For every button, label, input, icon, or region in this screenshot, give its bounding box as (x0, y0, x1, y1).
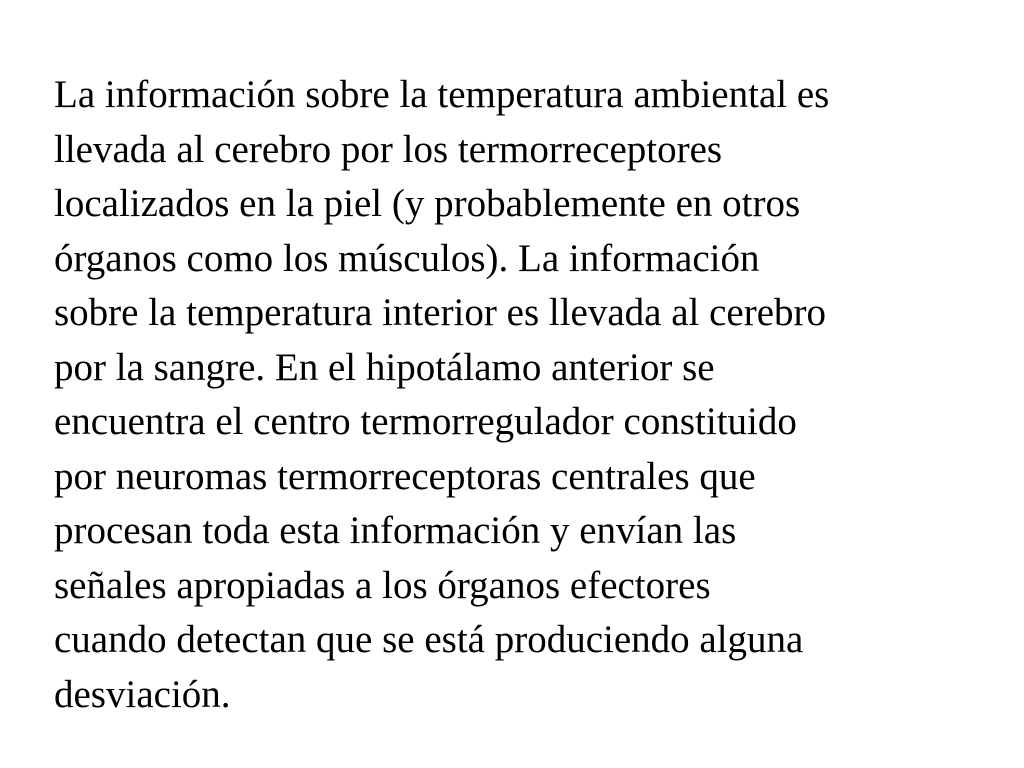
paragraph-line: llevada al cerebro por los termorreceptores (54, 127, 723, 171)
paragraph-line: señales apropiadas a los órganos efectores (54, 563, 711, 607)
body-paragraph (54, 68, 994, 722)
paragraph-line: sobre la temperatura interior es llevada al cerebro (54, 291, 827, 334)
paragraph-line: localizados en la piel (y probablemente en otros (54, 182, 801, 225)
paragraph-line: por neuromas termorreceptoras centrales que (54, 454, 756, 498)
paragraph-line: órganos como los músculos). La información (54, 236, 760, 280)
paragraph-line: La información sobre la temperatura ambiental es (54, 73, 830, 116)
paragraph-line: procesan toda esta información y envían las (54, 509, 737, 552)
paragraph-line: desviación. (54, 672, 231, 716)
paragraph-line: cuando detectan que se está produciendo alguna (54, 618, 804, 661)
paragraph-line: encuentra el centro termorregulador constituido (54, 400, 797, 443)
paragraph-line: por la sangre. En el hipotálamo anterior se (54, 345, 715, 389)
